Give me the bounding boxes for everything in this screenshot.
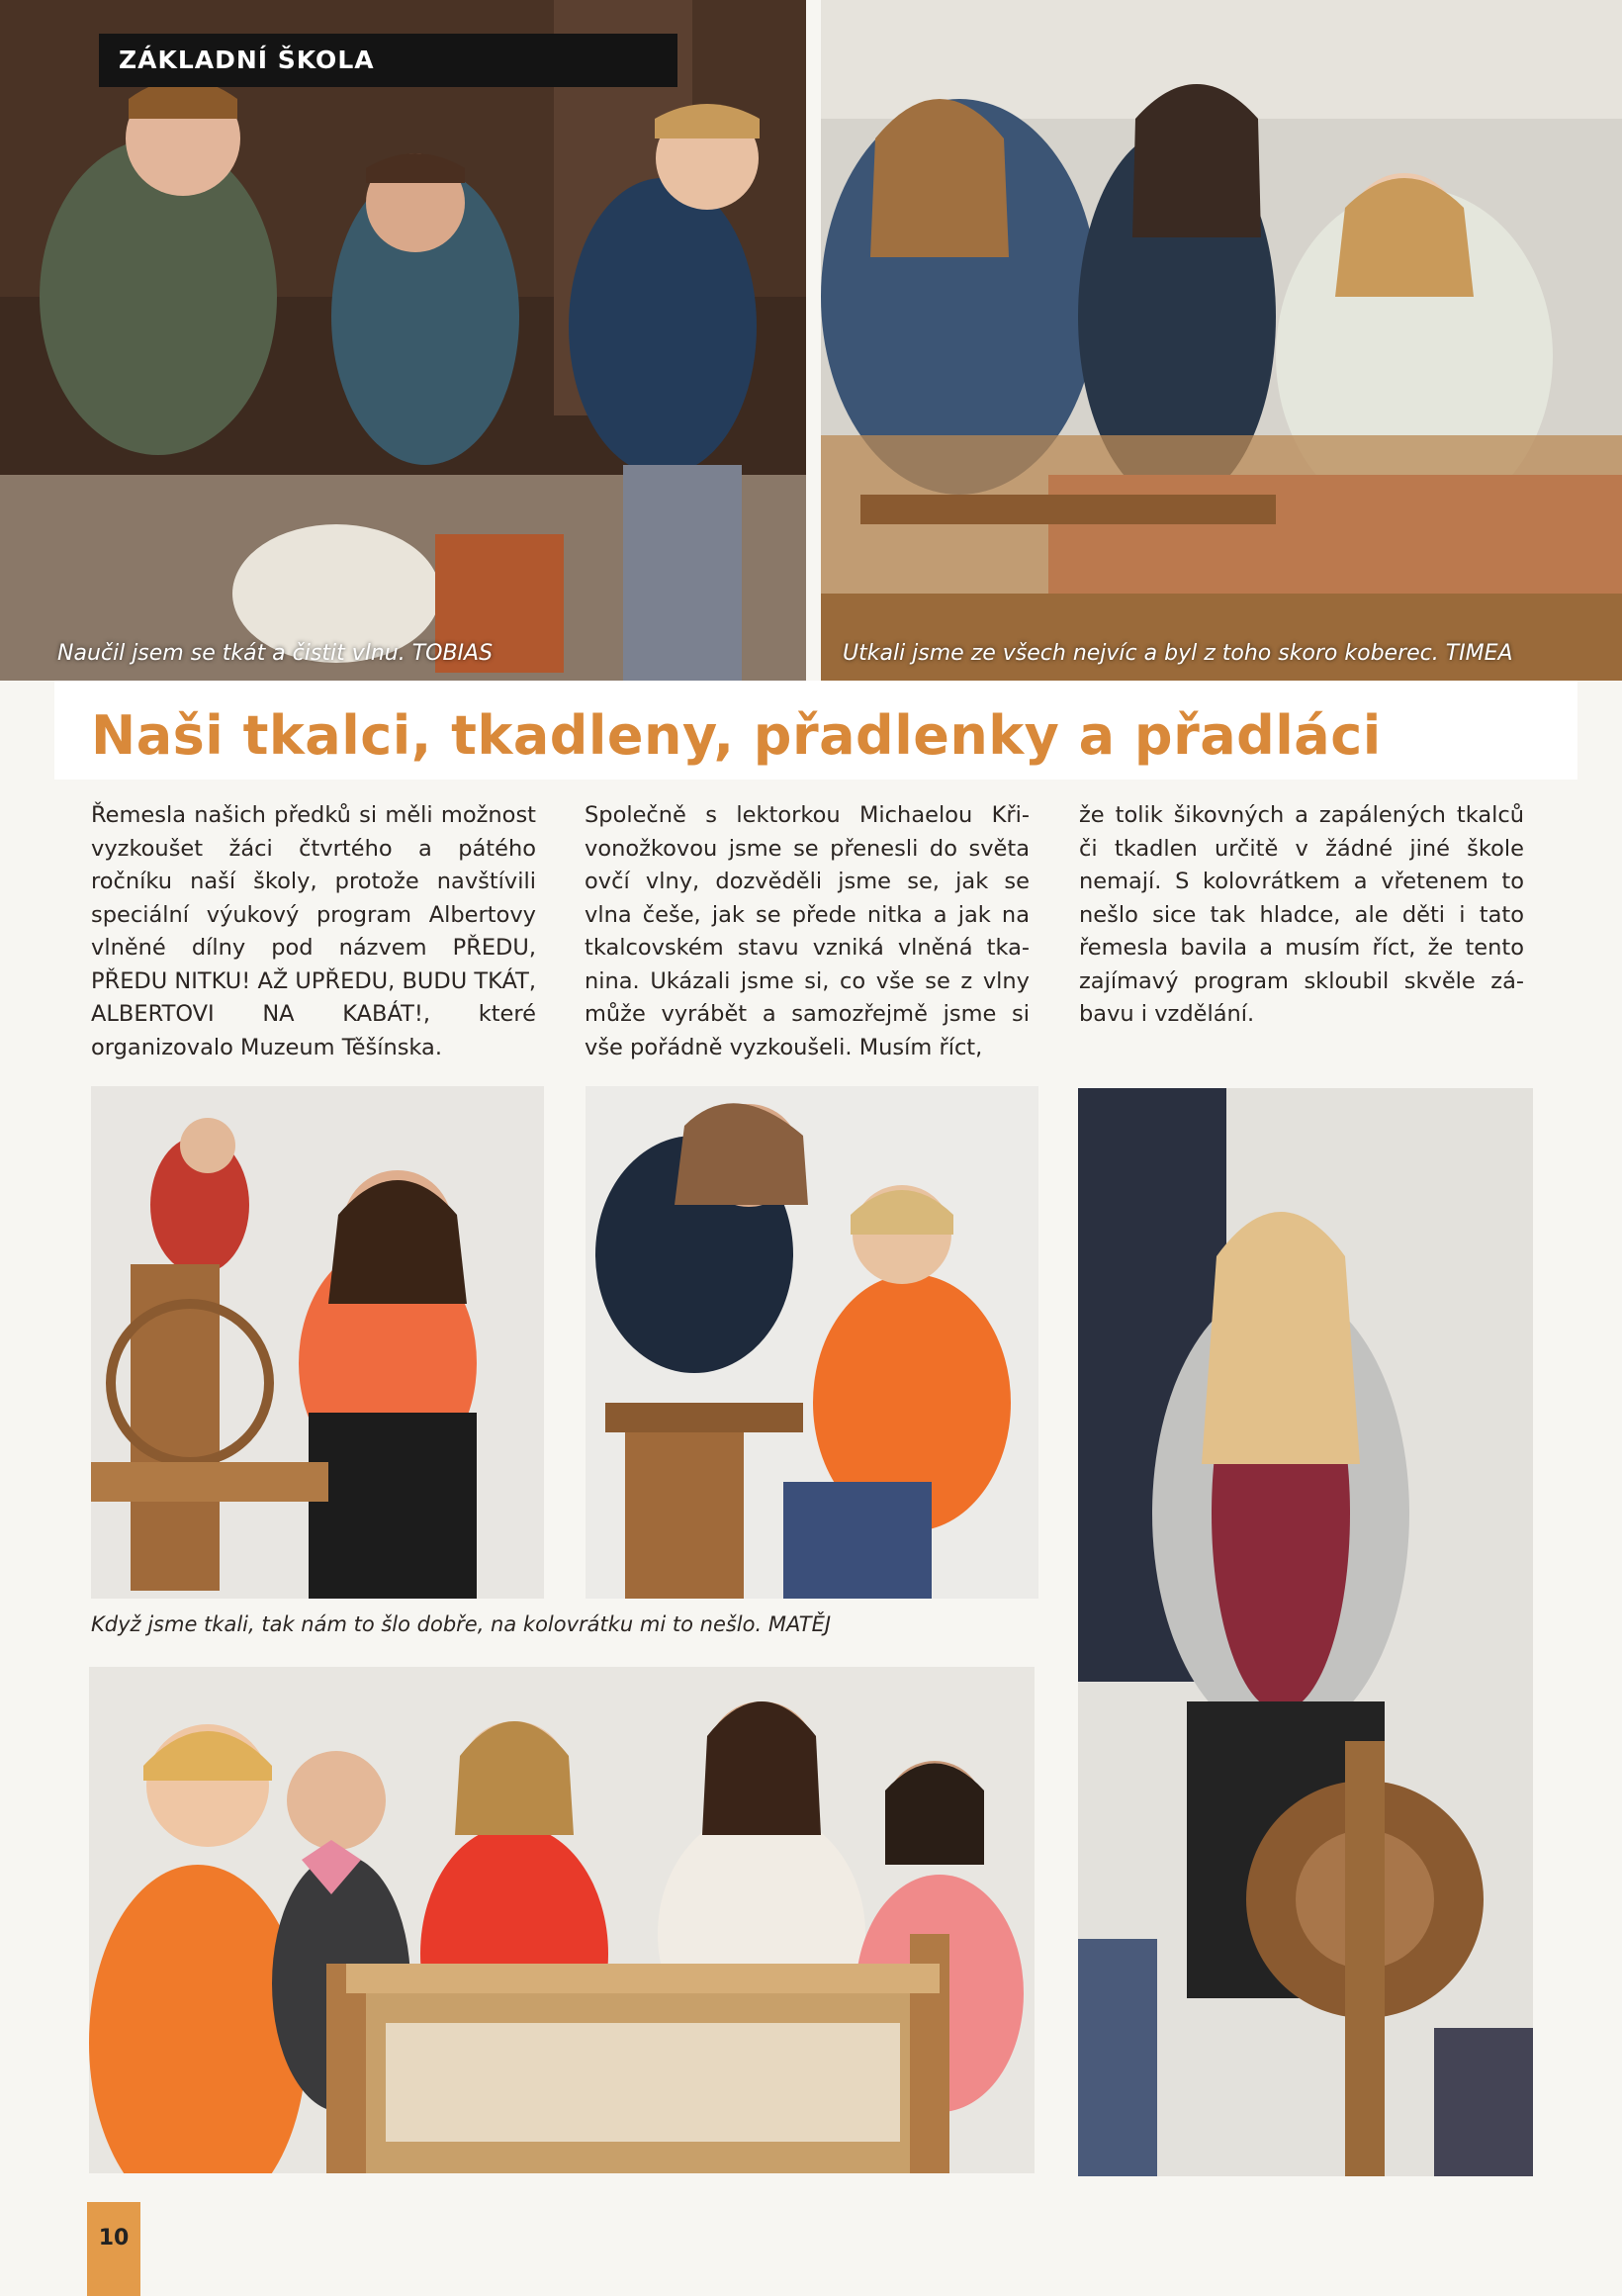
article-column-1: Řemesla našich předků si měli možnost vyzkoušet žáci čtvrtého a pátého ročníku naší školy, protože navštívili speciální výukový program Albertovy vlněné dílny pod názvem PŘEDU, PŘEDU NITKU! AŽ UPŘEDU, BUDU TKÁT, ALBERTOVI NA KABÁT!, které organizovalo Muzeum Těšínska. — [91, 802, 536, 1060]
section-label: ZÁKLADNÍ ŠKOLA — [99, 34, 677, 87]
article-headline: Naši tkalci, tkadleny, přadlenky a přadláci — [91, 704, 1382, 767]
photo-spinning-wheels-girl — [91, 1086, 544, 1599]
photo-wool-carding — [0, 0, 806, 681]
photo-caption-timea: Utkali jsme ze všech nejvíc a byl z toho skoro koberec. TIMEA — [843, 641, 1513, 666]
photo-girl-spinning-wheel — [1078, 1088, 1533, 2176]
article-column-2: Společně s lektorkou Michaelou Křivonožkovou jsme se přenesli do světa ovčí vlny, dozvěděli jsme se, jak se vlna češe, jak se přede nitka a jak na tkalcovském stavu vzniká vlněná tkanina. Ukázali jsme si, co vše se z vlny může vyrábět a samozřejmě jsme si vše pořádně vyzkoušeli. Musím říct, — [585, 802, 1030, 1060]
photo-children-table-loom — [89, 1667, 1035, 2173]
photo-weaving-loom — [821, 0, 1622, 681]
photo-boy-spindle — [586, 1086, 1038, 1599]
article-column-3: že tolik šikovných a zapálených tkalců či tkadlen určitě v žádné jiné škole nemají. S kolovrátkem a vřetenem to nešlo sice tak hladce, ale děti i tato řemesla bavila a musím říct, že tento zajímavý program skloubil skvěle zábavu i vzdělání. — [1079, 802, 1524, 1027]
photo-caption-tobias: Naučil jsem se tkát a čistit vlnu. TOBIAS — [57, 641, 494, 666]
page-number: 10 — [87, 2202, 140, 2296]
photo-caption-matej: Když jsme tkali, tak nám to šlo dobře, na kolovrátku mi to nešlo. MATĚJ — [91, 1612, 832, 1636]
